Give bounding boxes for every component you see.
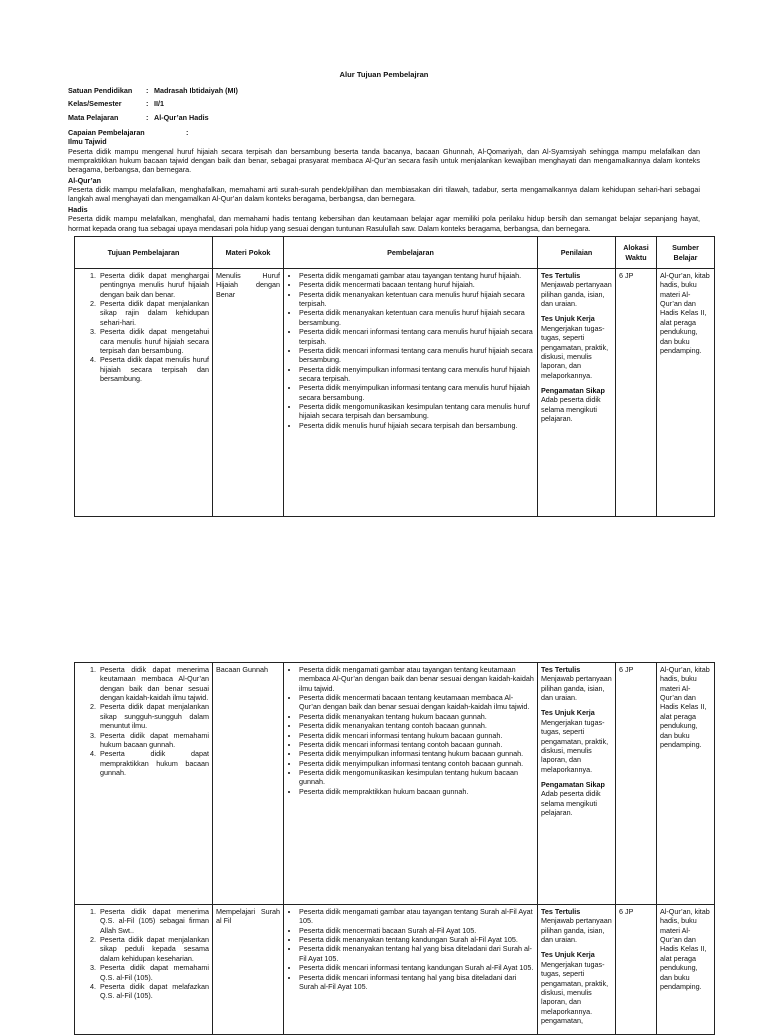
section-text: Peserta didik mampu mengenal huruf hijaiah secara terpisah dan bersambung beserta tanda bacanya, bacaan Ghunnah, Al-Qomariyah, dan Al-Syamsiyah sehingga mampu melafalkan dan mempraktikkan hukum bacaan tajwid dengan baik dan benar, sebagai prasyarat membaca Al-Qur’an secara fasih untuk menjalankan kewajiban menghayati dan mengamalkannya dalam konteks beragama, berbangsa, dan bernegara. (68, 146, 700, 175)
document-title: Alur Tujuan Pembelajran (339, 70, 429, 79)
tujuan-list (78, 907, 209, 1001)
assessment-title: Tes Tertulis (541, 271, 581, 280)
sumber-cell: Al-Qur’an, kitab hadis, buku materi Al-Qur’an dan Hadis Kelas II, alat peraga pendukung, dan buku pendamping. (657, 663, 715, 905)
pembelajaran-item: • Peserta didik mengamati gambar atau tayangan tentang Surah al-Fil Ayat 105. (299, 907, 534, 926)
pembelajaran-item: • Peserta didik menulis huruf hijaiah secara terpisah dan bersambung. (299, 421, 534, 430)
meta-value: Al-Qur’an Hadis (154, 112, 209, 122)
penilaian-cell (538, 269, 616, 517)
assessment-title: Tes Unjuk Kerja (541, 314, 595, 324)
learning-table (74, 236, 715, 517)
assessment-desc: Mengerjakan tugas-tugas, seperti pengamatan, praktik, diskusi, menulis laporan, dan melaporkannya. (541, 717, 609, 774)
table-header-row (75, 237, 715, 269)
assessment-desc: Mengerjakan tugas-tugas, seperti pengamatan, praktik, diskusi, menulis laporan, dan melaporkannya. (541, 323, 609, 380)
alokasi-cell: 6 JP (616, 905, 657, 1035)
assessment-desc: Adab peserta didik selama mengikuti pelajaran. (541, 395, 601, 424)
pembelajaran-item: • Peserta didik mengomunikasikan kesimpulan tentang hukum bacaan gunnah. (299, 768, 534, 787)
assessment-desc: Adab peserta didik selama mengikuti pelajaran. (541, 789, 601, 818)
pembelajaran-item: • Peserta didik menanyakan ketentuan cara menulis huruf hijaiah secara terpisah. (299, 290, 534, 309)
tujuan-item: 1. Peserta didik dapat menerima Q.S. al-Fil (105) sebagai firman Allah Swt.. (98, 907, 209, 935)
pembelajaran-item: • Peserta didik menanyakan ketentuan cara menulis huruf hijaiah secara bersambung. (299, 308, 534, 327)
materi-cell: Mempelajari Surah al Fil (213, 905, 284, 1035)
table-row (75, 269, 715, 517)
column-header: Penilaian (538, 237, 616, 269)
tujuan-item: 2. Peserta didik dapat menjalankan sikap rajin dalam kehidupan sehari-hari. (98, 299, 209, 327)
assessment-title: Tes Unjuk Kerja (541, 950, 595, 960)
column-header: Alokasi Waktu (616, 237, 657, 269)
assessment-title: Tes Unjuk Kerja (541, 708, 595, 718)
tujuan-item: 1. Peserta didik dapat menghargai pentingnya menulis huruf hijaiah dengan baik dan benar. (98, 271, 209, 299)
materi-cell: Menulis Huruf Hijaiah dengan Benar (213, 269, 284, 517)
capaian-heading: Capaian Pembelajaran : (68, 127, 189, 137)
tujuan-item: 2. Peserta didik dapat menjalankan sikap sungguh-sungguh dalam menuntut ilmu. (98, 702, 209, 730)
pembelajaran-item: • Peserta didik mengomunikasikan kesimpulan tentang cara menulis huruf hijaiah secara terpisah dan bersambung. (299, 402, 534, 421)
tujuan-item: 3. Peserta didik dapat memahami Q.S. al-Fil (105). (98, 963, 209, 982)
alokasi-cell: 6 JP (616, 269, 657, 517)
section-title: Ilmu Tajwid (68, 137, 107, 147)
document-header (68, 70, 700, 234)
meta-label: Kelas/Semester (68, 99, 122, 109)
tujuan-item: 2. Peserta didik dapat menjalankan sikap peduli kepada sesama dalam kehidupan keseharian. (98, 935, 209, 963)
tujuan-cell (75, 905, 213, 1035)
tujuan-item: 3. Peserta didik dapat memahami hukum bacaan gunnah. (98, 731, 209, 750)
assessment-desc: Menjawab pertanyaan pilihan ganda, isian, dan uraian. (541, 674, 612, 703)
penilaian-cell (538, 663, 616, 905)
table-row (75, 905, 715, 1035)
assessment-title: Pengamatan Sikap (541, 385, 605, 395)
tujuan-list (78, 665, 209, 777)
pembelajaran-item: • Peserta didik menyimpulkan informasi tentang cara menulis huruf hijaiah secara bersambung. (299, 383, 534, 402)
pembelajaran-item: • Peserta didik mencari informasi tentang hukum bacaan gunnah. (299, 731, 534, 740)
tujuan-item: 4. Peserta didik dapat menulis huruf hijaiah secara terpisah dan bersambung. (98, 355, 209, 383)
pembelajaran-item: • Peserta didik mempraktikkan hukum bacaan gunnah. (299, 787, 534, 796)
assessment-desc: Mengerjakan tugas-tugas, seperti pengamatan, praktik, diskusi, menulis laporan, dan melaporkannya. (541, 959, 609, 1016)
identity-block: Satuan Pendidikan : Madrasah Ibtidaiyah (MI) Kelas/Semester : II/1 Mata Pelajaran : Al-Qur’an Hadis (68, 86, 700, 122)
tujuan-cell (75, 269, 213, 517)
section-title: Hadis (68, 204, 88, 214)
meta-value: Madrasah Ibtidaiyah (MI) (154, 85, 238, 95)
tujuan-item: 4. Peserta didik dapat mempraktikkan hukum bacaan gunnah. (98, 749, 209, 777)
learning-table-continued (74, 662, 715, 1035)
tujuan-item: 4. Peserta didik dapat melafazkan Q.S. al-Fil (105). (98, 982, 209, 1001)
pembelajaran-list (287, 907, 534, 991)
pembelajaran-item: • Peserta didik mencari informasi tentang kandungan Surah al-Fil Ayat 105. (299, 963, 534, 972)
tujuan-cell (75, 663, 213, 905)
pembelajaran-item: • Peserta didik menanyakan tentang hal yang bisa diteladani dari Surah al-Fil Ayat 105. (299, 944, 534, 963)
pembelajaran-item: • Peserta didik menanyakan tentang kandungan Surah al-Fil Ayat 105. (299, 935, 534, 944)
pembelajaran-list (287, 665, 534, 796)
section-text: Peserta didik mampu melafalkan, menghafalkan, memahami arti surah-surah pendek/pilihan dan membiasakan diri tilawah, tadabur, serta mengamalkannya dalam kehidupan sehari-hari sebagai langkah awal menghayati dan mengamalkan Al-Qur’an dalam konteks beragama, berbangsa, dan bernegara. (68, 185, 700, 204)
sumber-cell: Al-Qur’an, kitab hadis, buku materi Al-Qur’an dan Hadis Kelas II, alat peraga pendukung, dan buku pendamping. (657, 269, 715, 517)
tujuan-item: 1. Peserta didik dapat menerima keutamaan membaca Al-Qur’an dengan baik dan benar sesuai dengan kaidah-kaidah ilmu tajwid. (98, 665, 209, 702)
pembelajaran-item: • Peserta didik mencermati bacaan Surah al-Fil Ayat 105. (299, 926, 534, 935)
pembelajaran-item: • Peserta didik mencari informasi tentang contoh bacaan gunnah. (299, 740, 534, 749)
pembelajaran-item: • Peserta didik mencermati bacaan tentang keutamaan membaca Al-Qur’an dengan baik dan benar sesuai dengan kaidah-kaidah ilmu tajwid. (299, 693, 534, 712)
pembelajaran-item: • Peserta didik mencari informasi tentang cara menulis huruf hijaiah secara terpisah. (299, 327, 534, 346)
tujuan-item: 3. Peserta didik dapat mengetahui cara menulis huruf hijaiah secara terpisah dan bersambung. (98, 327, 209, 355)
meta-value: II/1 (154, 99, 164, 109)
tujuan-list (78, 271, 209, 383)
column-header: Pembelajaran (284, 237, 538, 269)
pembelajaran-item: • Peserta didik mengamati gambar atau tayangan tentang keutamaan membaca Al-Qur’an dengan baik dan benar sesuai dengan kaidah-kaidah ilmu tajwid. (299, 665, 534, 693)
materi-cell: Bacaan Gunnah (213, 663, 284, 905)
pembelajaran-item: • Peserta didik mengamati gambar atau tayangan tentang huruf hijaiah. (299, 271, 534, 280)
pembelajaran-cell (284, 269, 538, 517)
pembelajaran-item: • Peserta didik mencermati bacaan tentang huruf hijaiah. (299, 280, 534, 289)
pembelajaran-cell (284, 663, 538, 905)
section-title: Al-Qur’an (68, 175, 102, 185)
assessment-title: Tes Tertulis (541, 907, 581, 916)
pembelajaran-item: • Peserta didik menanyakan tentang contoh bacaan gunnah. (299, 721, 534, 730)
pembelajaran-cell (284, 905, 538, 1035)
assessment-desc-tail: pengamatan, (541, 1015, 583, 1025)
pembelajaran-item: • Peserta didik mencari informasi tentang cara menulis huruf hijaiah secara bersambung. (299, 346, 534, 365)
alokasi-cell: 6 JP (616, 663, 657, 905)
column-header: Tujuan Pembelajaran (75, 237, 213, 269)
table-row (75, 663, 715, 905)
sumber-cell: Al-Qur’an, kitab hadis, buku materi Al-Qur’an dan Hadis Kelas II, alat peraga pendukung, dan buku pendamping. (657, 905, 715, 1035)
meta-label: Mata Pelajaran (68, 112, 119, 122)
penilaian-cell (538, 905, 616, 1035)
pembelajaran-item: • Peserta didik menyimpulkan informasi tentang cara menulis huruf hijaiah secara terpisah. (299, 365, 534, 384)
column-header: Sumber Belajar (657, 237, 715, 269)
assessment-desc: Menjawab pertanyaan pilihan ganda, isian, dan uraian. (541, 280, 612, 309)
pembelajaran-item: • Peserta didik mencari informasi tentang hal yang bisa diteladani dari Surah al-Fil Ayat 105. (299, 973, 534, 992)
meta-label: Satuan Pendidikan (68, 85, 133, 95)
assessment-title: Pengamatan Sikap (541, 779, 605, 789)
pembelajaran-item: • Peserta didik menyimpulkan informasi tentang contoh bacaan gunnah. (299, 759, 534, 768)
pembelajaran-list (287, 271, 534, 430)
pembelajaran-item: • Peserta didik menanyakan tentang hukum bacaan gunnah. (299, 712, 534, 721)
column-header: Materi Pokok (213, 237, 284, 269)
pembelajaran-item: • Peserta didik menyimpulkan informasi tentang hukum bacaan gunnah. (299, 749, 534, 758)
assessment-title: Tes Tertulis (541, 665, 581, 674)
section-text: Peserta didik mampu melafalkan, menghafal, dan memahami hadis tentang kebersihan dan keutamaan belajar agar memiliki pola perilaku hidup bersih dan semangat belajar sepanjang hayat, hormat kepada orang tua sebagai upaya mendasari pola hidup yang sesuai dengan tuntunan Rasulullah saw. Dalam konteks beragama, berbangsa, dan bernegara. (68, 214, 700, 233)
assessment-desc: Menjawab pertanyaan pilihan ganda, isian, dan uraian. (541, 916, 612, 945)
